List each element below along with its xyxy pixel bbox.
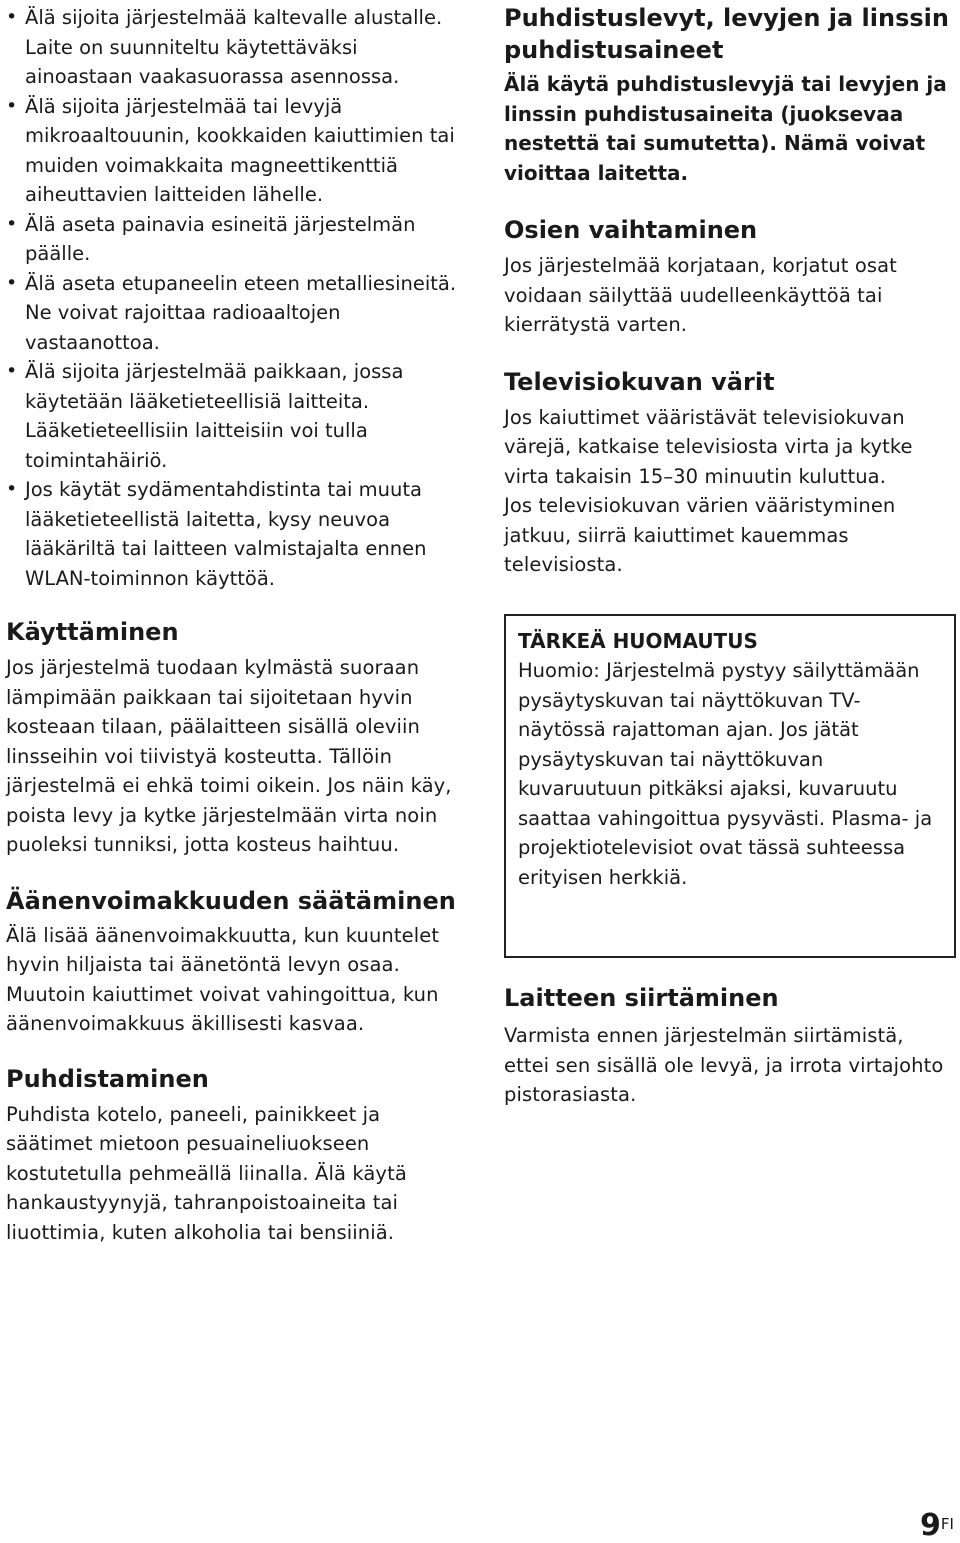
list-item: • Jos käytät sydämentahdistinta tai muuta lääketieteellistä laitetta, kysy neuvoa lääkäriltä tai laitteen valmistajalta ennen WLAN-toiminnon käyttöä. bbox=[6, 475, 464, 593]
section-text-puhdistuslevyt: Älä käytä puhdistuslevyjä tai levyjen ja linssin puhdistusaineita (juoksevaa nestettä tai sumutetta). Nämä voivat vioittaa laitetta. bbox=[504, 72, 947, 185]
page-number-value: 9 bbox=[920, 1508, 941, 1543]
left-column bbox=[6, 0, 464, 1247]
page-number bbox=[920, 1510, 954, 1542]
section-heading-aanenvoimakkuus: Äänenvoimakkuuden säätäminen bbox=[6, 886, 456, 915]
section-text-laitteen-siirtaminen: Varmista ennen järjestelmän siirtämistä, ettei sen sisällä ole levyä, ja irrota virtajohto pistorasiasta. bbox=[504, 1024, 944, 1106]
list-item: • Älä sijoita järjestelmää tai levyjä mikroaaltouunin, kookkaiden kaiuttimien tai muiden voimakkaita magneettikenttiä aiheuttavien laitteiden lähelle. bbox=[6, 92, 464, 210]
moving-section bbox=[504, 982, 954, 1110]
section-text-televisiokuvan-varit-2: Jos televisiokuvan värien vääristyminen jatkuu, siirrä kaiuttimet kauemmas televisiosta. bbox=[504, 494, 896, 576]
section-text-aanenvoimakkuus: Älä lisää äänenvoimakkuutta, kun kuuntelet hyvin hiljaista tai äänetöntä levyn osaa. Muutoin kaiuttimet voivat vahingoittua, kun äänenvoimakkuus äkillisesti kasvaa. bbox=[6, 923, 440, 1035]
section-heading-osien-vaihtaminen: Osien vaihtaminen bbox=[504, 216, 758, 244]
placement-warnings-list bbox=[6, 3, 464, 593]
section-heading-kayttaminen: Käyttäminen bbox=[6, 618, 179, 646]
important-notice-box bbox=[504, 614, 956, 958]
section-heading-televisiokuvan-varit: Televisiokuvan värit bbox=[504, 367, 775, 396]
section-text-kayttaminen: Jos järjestelmä tuodaan kylmästä suoraan lämpimään paikkaan tai sijoitetaan hyvin kosteaan tilaan, päälaitteen sisällä oleviin linsseihin voi tiivistyä kosteutta. Tällöin järjestelmä ei ehkä toimi oikein. Jos näin käy, poista levy ja kytke järjestelmään virta noin puoleksi tunniksi, jotta kosteus haihtuu. bbox=[6, 656, 452, 856]
section-heading-puhdistuslevyt: Puhdistuslevyt, levyjen ja linssin puhdistusaineet bbox=[504, 4, 949, 64]
section-text-televisiokuvan-varit-1: Jos kaiuttimet vääristävät televisiokuvan värejä, katkaise televisiosta virta ja kytke virta takaisin 15–30 minuutin kuluttua. bbox=[504, 405, 913, 488]
list-item: • Älä sijoita järjestelmää paikkaan, jossa käytetään lääketieteellisiä laitteita. Lääketieteellisiin laitteisiin voi tulla toimintahäiriö. bbox=[6, 357, 464, 475]
section-text-osien-vaihtaminen: Jos järjestelmää korjataan, korjatut osat voidaan säilyttää uudelleenkäyttöä tai kierrätystä varten. bbox=[504, 254, 897, 336]
list-item: • Älä aseta etupaneelin eteen metalliesineitä. Ne voivat rajoittaa radioaaltojen vastaanottoa. bbox=[6, 269, 464, 358]
list-item: • Älä aseta painavia esineitä järjestelmän päälle. bbox=[6, 210, 464, 269]
notice-title: TÄRKEÄ HUOMAUTUS bbox=[518, 629, 758, 653]
page-number-language: FI bbox=[940, 1515, 954, 1533]
section-heading-puhdistaminen: Puhdistaminen bbox=[6, 1064, 209, 1093]
right-column bbox=[504, 0, 954, 580]
notice-text: Huomio: Järjestelmä pystyy säilyttämään pysäytyskuvan tai näyttökuvan TV-näytössä rajattoman ajan. Jos jätät pysäytyskuvan tai näyttökuvan kuvaruutuun pitkäksi ajaksi, kuvaruutu saattaa vahingoittua pysyvästi. Plasma- ja projektiotelevisiot ovat tässä suhteessa erityisen herkkiä. bbox=[518, 659, 933, 889]
list-item: • Älä sijoita järjestelmää kaltevalle alustalle. Laite on suunniteltu käytettäväksi ainoastaan vaakasuorassa asennossa. bbox=[6, 3, 464, 92]
section-heading-laitteen-siirtaminen: Laitteen siirtäminen bbox=[504, 984, 779, 1012]
section-text-puhdistaminen: Puhdista kotelo, paneeli, painikkeet ja säätimet mietoon pesuaineliuokseen kostutetulla pehmeällä liinalla. Älä käytä hankaustyynyjä, tahranpoistoaineita tai liuottimia, kuten alkoholia tai bensiiniä. bbox=[6, 1102, 407, 1244]
